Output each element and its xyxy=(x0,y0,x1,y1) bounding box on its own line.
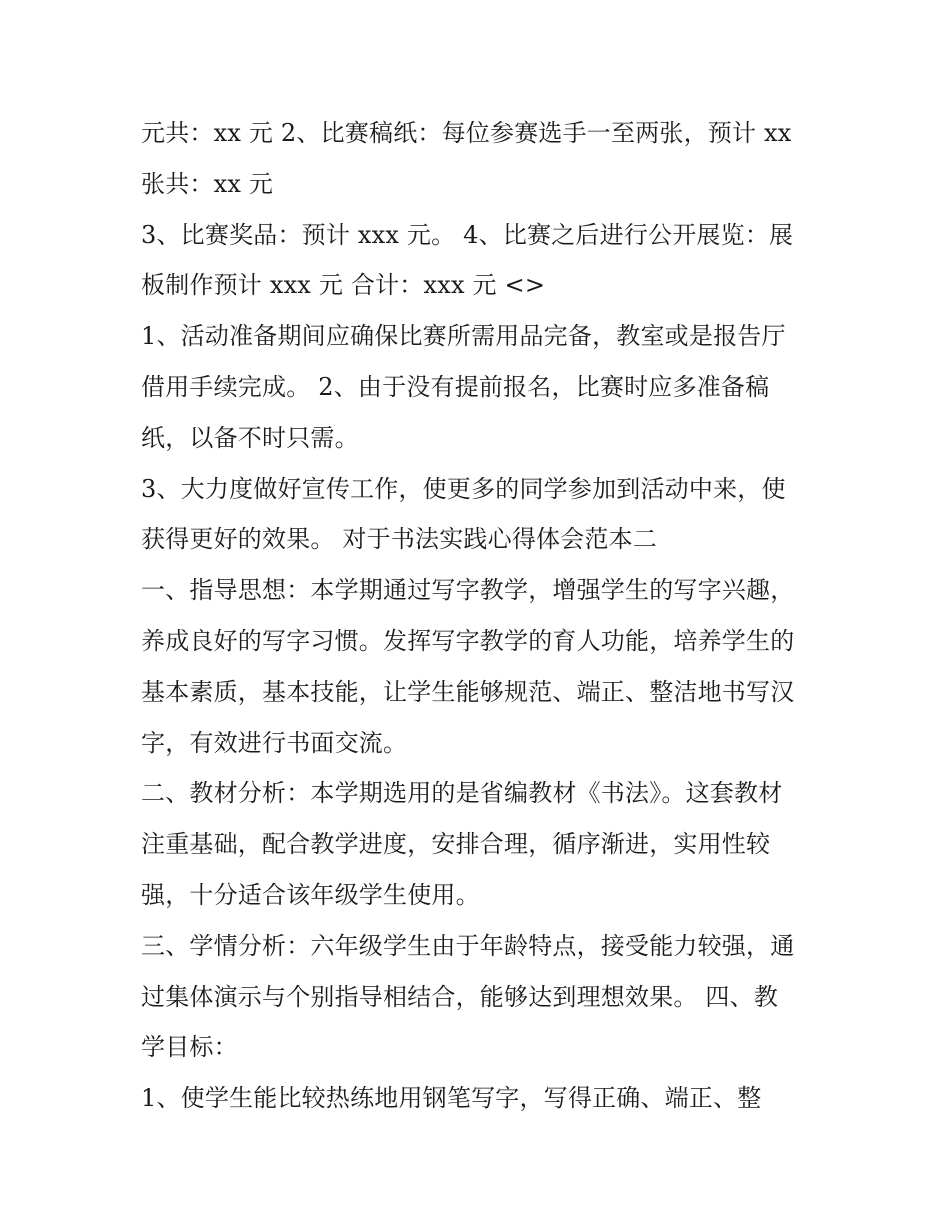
text-line: 学目标： xyxy=(141,1033,238,1062)
text-line: 养成良好的写字习惯。发挥写字教学的育人功能，培养学生的 xyxy=(141,626,795,655)
text-line: 3、大力度做好宣传工作，使更多的同学参加到活动中来，使 xyxy=(141,474,786,503)
text-line: 过集体演示与个别指导相结合，能够达到理想效果。 四、教 xyxy=(141,982,779,1011)
text-line: 一、指导思想：本学期通过写字教学，增强学生的写字兴趣， xyxy=(141,576,795,605)
text-line: 强，十分适合该年级学生使用。 xyxy=(141,880,480,909)
text-line: 1、使学生能比较热练地用钢笔写字，写得正确、端正、整 xyxy=(141,1084,762,1113)
text-line: 元共：xx 元 2、比赛稿纸：每位参赛选手一至两张，预计 xx xyxy=(141,119,792,147)
text-line: 板制作预计 xxx 元 合计：xxx 元 <> xyxy=(141,271,546,300)
text-line: 注重基础，配合教学进度，安排合理，循序渐进，实用性较 xyxy=(141,830,771,859)
body-text xyxy=(141,108,821,1124)
text-line: 借用手续完成。 2、由于没有提前报名，比赛时应多准备稿 xyxy=(141,372,770,401)
text-line: 张共：xx 元 xyxy=(141,169,274,198)
text-line: 3、比赛奖品：预计 xxx 元。 4、比赛之后进行公开展览：展 xyxy=(141,220,794,249)
text-line: 基本素质，基本技能，让学生能够规范、端正、整洁地书写汉 xyxy=(141,677,795,706)
text-line: 三、学情分析：六年级学生由于年龄特点，接受能力较强，通 xyxy=(141,931,795,960)
text-line: 二、教材分析：本学期选用的是省编教材《书法》。这套教材 xyxy=(141,779,783,808)
text-line: 纸，以备不时只需。 xyxy=(141,423,359,452)
text-line: 字，有效进行书面交流。 xyxy=(141,728,408,757)
text-line: 1、活动准备期间应确保比赛所需用品完备，教室或是报告厅 xyxy=(141,322,786,351)
text-line: 获得更好的效果。 对于书法实践心得体会范本二 xyxy=(141,525,658,554)
